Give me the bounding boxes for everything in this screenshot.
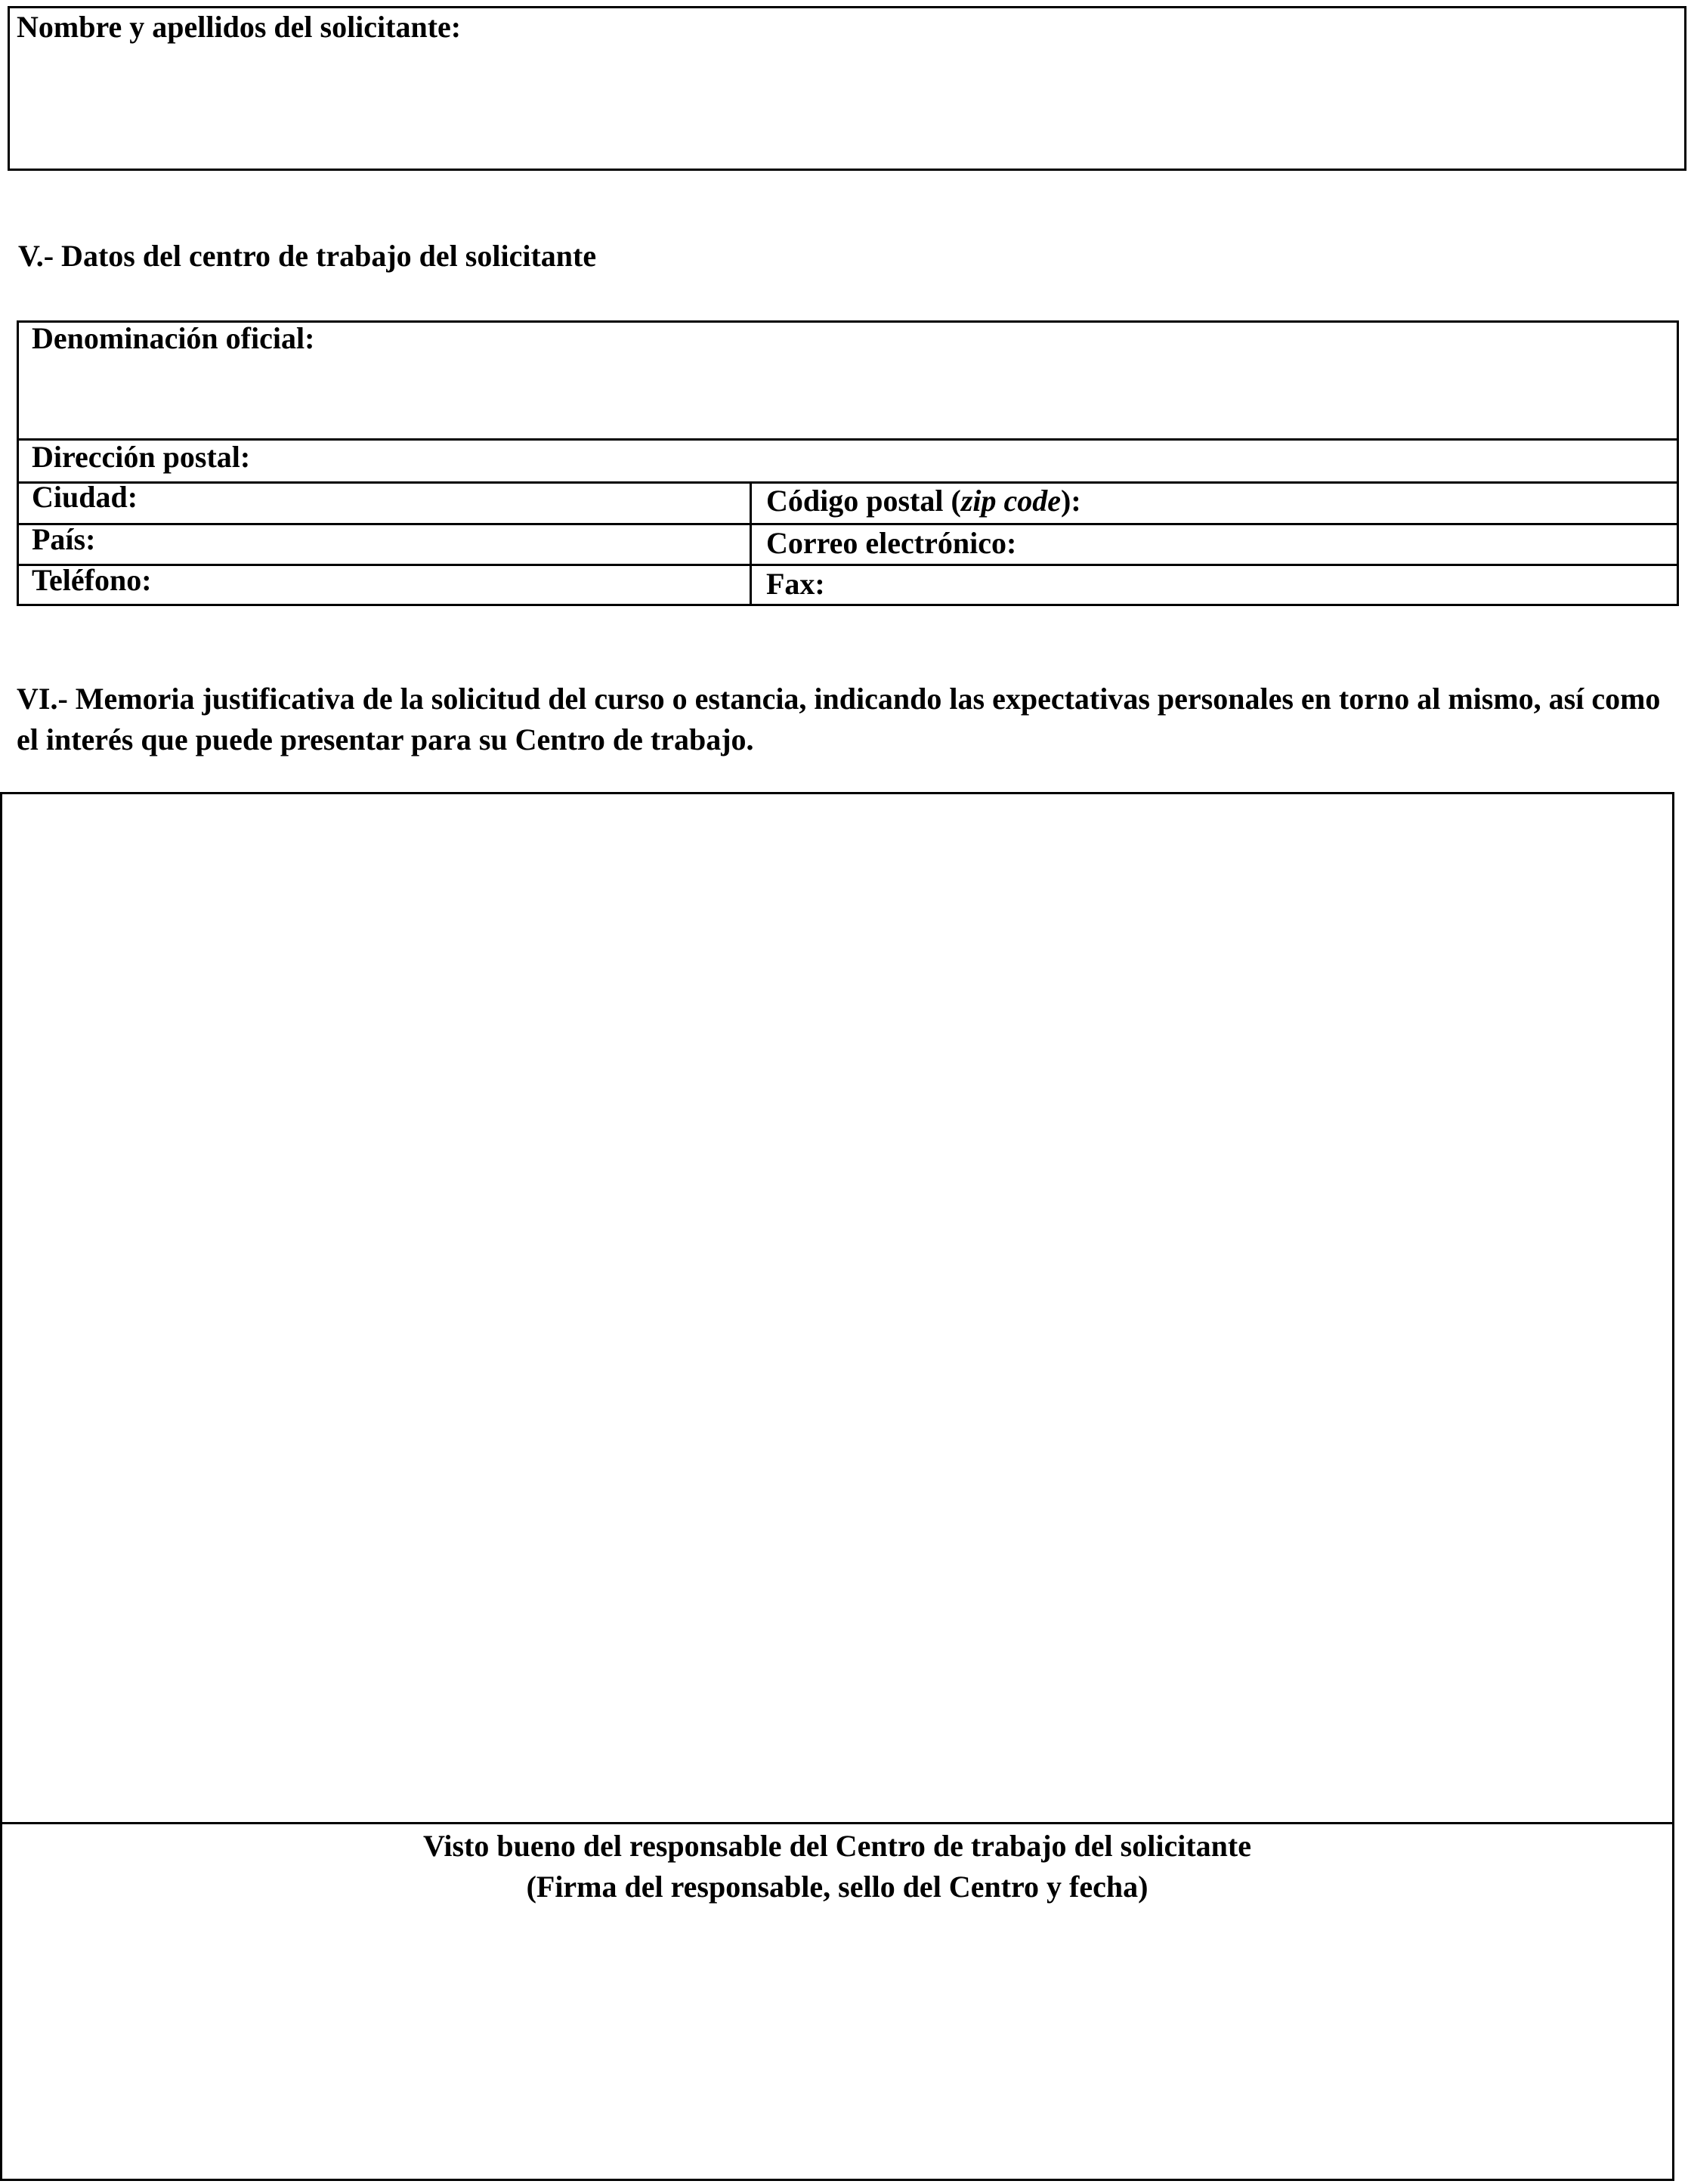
- postal-address-field[interactable]: [19, 441, 1677, 481]
- approval-title: Visto bueno del responsable del Centro de trabajo del solicitante: [423, 1829, 1251, 1863]
- justification-field[interactable]: [2, 794, 1672, 1822]
- approval-section[interactable]: [2, 1824, 1672, 2179]
- postal-address-label: Dirección postal:: [32, 440, 251, 474]
- fax-field[interactable]: [752, 566, 1677, 604]
- postal-code-label: Código postal (zip code):: [766, 484, 1081, 518]
- official-name-label: Denominación oficial:: [32, 321, 315, 355]
- country-field[interactable]: [19, 522, 750, 564]
- zip-code-italic: zip code: [960, 484, 1061, 518]
- applicant-name-label: Nombre y apellidos del solicitante:: [17, 10, 462, 44]
- country-label: País:: [32, 522, 96, 556]
- email-label: Correo electrónico:: [766, 526, 1017, 560]
- section-vi-heading: VI.- Memoria justificativa de la solicitud del curso o estancia, indicando las expectativas personales en torno al mismo, así como el interés que puede presentar para su Centro de trabajo.: [17, 682, 1661, 756]
- city-label: Ciudad:: [32, 480, 138, 514]
- fax-label: Fax:: [766, 567, 825, 601]
- phone-label: Teléfono:: [32, 563, 152, 597]
- approval-subtitle: (Firma del responsable, sello del Centro y fecha): [526, 1870, 1149, 1904]
- section-v-heading: V.- Datos del centro de trabajo del solicitante: [18, 239, 597, 273]
